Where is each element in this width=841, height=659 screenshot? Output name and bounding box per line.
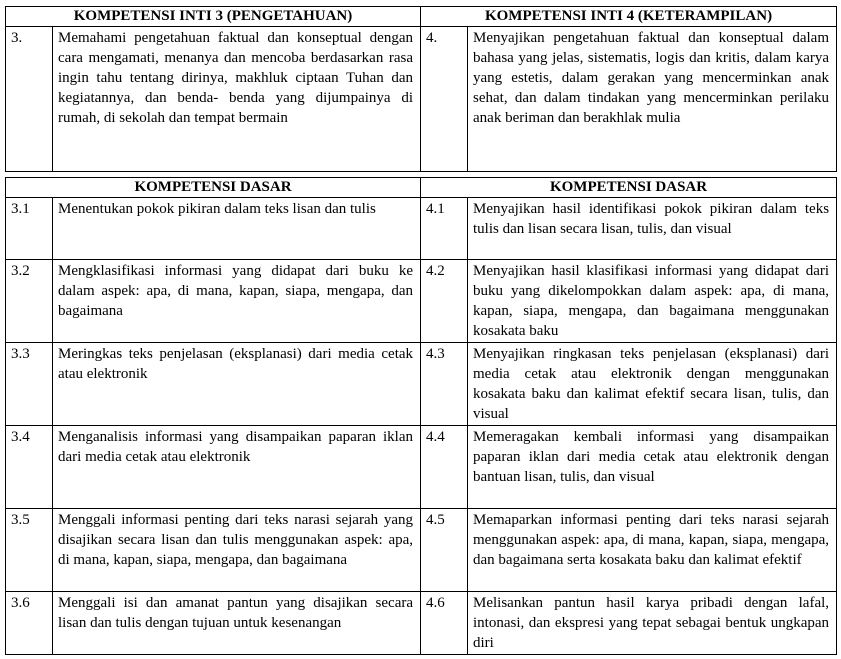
kd-left-text: Menggali isi dan amanat pantun yang disajikan secara lisan dan tulis dengan tujuan untuk kesenangan — [53, 592, 421, 655]
table-row — [6, 343, 837, 426]
kd-right-number: 4.4 — [421, 426, 468, 509]
table-row — [6, 592, 837, 655]
ki4-number: 4. — [421, 27, 468, 172]
kompetensi-dasar-header-row — [6, 178, 837, 198]
ki4-header: KOMPETENSI INTI 4 (KETERAMPILAN) — [421, 7, 837, 27]
kd-left-text: Mengklasifikasi informasi yang didapat dari buku ke dalam aspek: apa, di mana, kapan, siapa, mengapa, dan bagaimana — [53, 260, 421, 343]
kd-right-number: 4.2 — [421, 260, 468, 343]
kd-left-number: 3.2 — [6, 260, 53, 343]
kd-header-right: KOMPETENSI DASAR — [421, 178, 837, 198]
table-row — [6, 260, 837, 343]
ki3-number: 3. — [6, 27, 53, 172]
table-row — [6, 198, 837, 260]
kd-left-number: 3.3 — [6, 343, 53, 426]
ki3-text: Memahami pengetahuan faktual dan konseptual dengan cara mengamati, menanya dan mencoba berdasarkan rasa ingin tahu tentang dirinya, makhluk ciptaan Tuhan dan kegiatannya, dan benda- benda yang dijumpainya di rumah, di sekolah dan tempat bermain — [53, 27, 421, 172]
kd-left-text: Menganalisis informasi yang disampaikan paparan iklan dari media cetak atau elektronik — [53, 426, 421, 509]
kd-right-number: 4.5 — [421, 509, 468, 592]
kd-header-left: KOMPETENSI DASAR — [6, 178, 421, 198]
table-row — [6, 426, 837, 509]
kd-left-number: 3.5 — [6, 509, 53, 592]
kd-right-text: Melisankan pantun hasil karya pribadi dengan lafal, intonasi, dan ekspresi yang tepat sebagai bentuk ungkapan diri — [468, 592, 837, 655]
kompetensi-inti-table — [5, 6, 837, 172]
kd-right-number: 4.1 — [421, 198, 468, 260]
table-row — [6, 509, 837, 592]
kd-right-text: Menyajikan hasil identifikasi pokok pikiran dalam teks tulis dan lisan secara lisan, tulis, dan visual — [468, 198, 837, 260]
kd-right-number: 4.6 — [421, 592, 468, 655]
kd-left-number: 3.6 — [6, 592, 53, 655]
kd-left-number: 3.1 — [6, 198, 53, 260]
kd-right-text: Memeragakan kembali informasi yang disampaikan paparan iklan dari media cetak atau elektronik dengan bantuan lisan, tulis, dan visual — [468, 426, 837, 509]
kd-right-text: Memaparkan informasi penting dari teks narasi sejarah menggunakan aspek: apa, di mana, kapan, siapa, mengapa, dan bagaimana serta kosakata baku dan kalimat efektif — [468, 509, 837, 592]
kd-left-text: Meringkas teks penjelasan (eksplanasi) dari media cetak atau elektronik — [53, 343, 421, 426]
kd-left-text: Menggali informasi penting dari teks narasi sejarah yang disajikan secara lisan dan tulis menggunakan aspek: apa, di mana, kapan, siapa, mengapa, dan bagaimana — [53, 509, 421, 592]
kompetensi-inti-header-row — [6, 7, 837, 27]
ki4-text: Menyajikan pengetahuan faktual dan konseptual dalam bahasa yang jelas, sistematis, logis dan kritis, dalam karya yang estetis, dalam gerakan yang mencerminkan anak sehat, dan dalam tindakan yang mencerminkan perilaku anak beriman dan berakhlak mulia — [468, 27, 837, 172]
kompetensi-dasar-table — [5, 177, 837, 655]
kd-left-number: 3.4 — [6, 426, 53, 509]
kd-right-number: 4.3 — [421, 343, 468, 426]
kd-right-text: Menyajikan ringkasan teks penjelasan (eksplanasi) dari media cetak atau elektronik dengan menggunakan kosakata baku dan kalimat efektif secara lisan, tulis, dan visual — [468, 343, 837, 426]
ki3-header: KOMPETENSI INTI 3 (PENGETAHUAN) — [6, 7, 421, 27]
kompetensi-inti-row — [6, 27, 837, 172]
kd-right-text: Menyajikan hasil klasifikasi informasi yang didapat dari buku yang dikelompokkan dalam aspek: apa, di mana, kapan, siapa, mengapa, dan bagaimana menggunakan kosakata baku — [468, 260, 837, 343]
kd-left-text: Menentukan pokok pikiran dalam teks lisan dan tulis — [53, 198, 421, 260]
